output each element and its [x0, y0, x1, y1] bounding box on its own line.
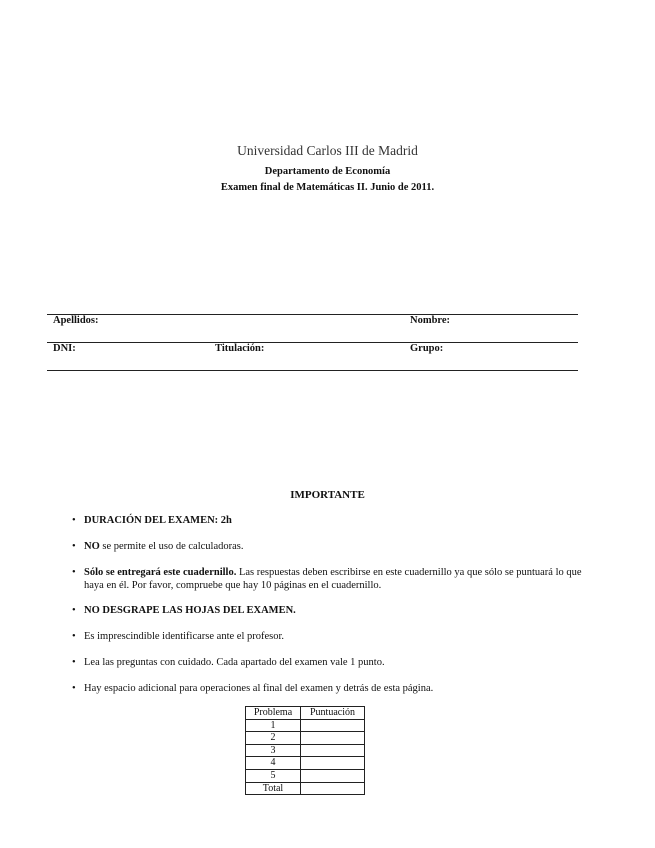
instruction-bold: NO [84, 541, 100, 552]
puntuacion-header: Puntuación [301, 707, 365, 720]
instruction-text: Lea las preguntas con cuidado. Cada apartado del examen vale 1 punto. [84, 657, 385, 668]
dni-label: DNI: [53, 343, 76, 354]
bullet-icon: • [72, 605, 76, 616]
bullet-icon: • [72, 631, 76, 642]
score-cell [301, 769, 365, 782]
table-row [246, 769, 365, 782]
table-row [246, 782, 365, 795]
table-row [246, 719, 365, 732]
instruction-text: Las respuestas deben escribirse en este cuadernillo ya que sólo se puntuará lo que haya en él. Por favor, compruebe que hay 10 páginas en el cuadernillo. [84, 567, 582, 591]
table-row [246, 744, 365, 757]
score-header-row [246, 707, 365, 720]
instruction-text: Hay espacio adicional para operaciones al final del examen y detrás de esta página. [84, 683, 434, 694]
instruction-item [72, 604, 584, 617]
university-name: Universidad Carlos III de Madrid [237, 143, 418, 158]
form-middle-rule [47, 342, 578, 343]
form-top-rule [47, 314, 578, 315]
score-cell [301, 744, 365, 757]
score-table [245, 706, 365, 795]
instruction-bold: DURACIÓN DEL EXAMEN: 2h [84, 515, 232, 526]
instruction-item [72, 540, 584, 553]
nombre-label: Nombre: [410, 315, 451, 326]
score-cell [301, 732, 365, 745]
instruction-item [72, 630, 584, 643]
problem-number: 2 [246, 732, 301, 745]
instruction-bold: Sólo se entregará este cuadernillo. [84, 567, 237, 578]
table-row [246, 757, 365, 770]
important-heading: IMPORTANTE [290, 489, 365, 501]
instruction-text: Es imprescindible identificarse ante el profesor. [84, 631, 285, 642]
problem-number: 4 [246, 757, 301, 770]
exam-title: Examen final de Matemáticas II. Junio de 2011. [220, 182, 435, 193]
instruction-item [72, 682, 584, 695]
table-row [246, 732, 365, 745]
total-label: Total [246, 782, 301, 795]
instruction-item [72, 566, 584, 592]
department-name: Departamento de Economía [264, 166, 391, 177]
grupo-label: Grupo: [410, 343, 444, 354]
instruction-bold: NO DESGRAPE LAS HOJAS DEL EXAMEN. [84, 605, 296, 616]
instruction-item [72, 514, 584, 527]
bullet-icon: • [72, 515, 76, 526]
bullet-icon: • [72, 541, 76, 552]
score-cell [301, 719, 365, 732]
bullet-icon: • [72, 567, 76, 578]
instruction-text: se permite el uso de calculadoras. [99, 541, 244, 552]
problema-header: Problema [246, 707, 301, 720]
bullet-icon: • [72, 683, 76, 694]
titulacion-label: Titulación: [215, 343, 265, 354]
problem-number: 5 [246, 769, 301, 782]
apellidos-label: Apellidos: [53, 315, 99, 326]
bullet-icon: • [72, 657, 76, 668]
score-cell [301, 757, 365, 770]
instruction-item [72, 656, 584, 669]
total-score-cell [301, 782, 365, 795]
problem-number: 3 [246, 744, 301, 757]
problem-number: 1 [246, 719, 301, 732]
form-bottom-rule [47, 370, 578, 371]
